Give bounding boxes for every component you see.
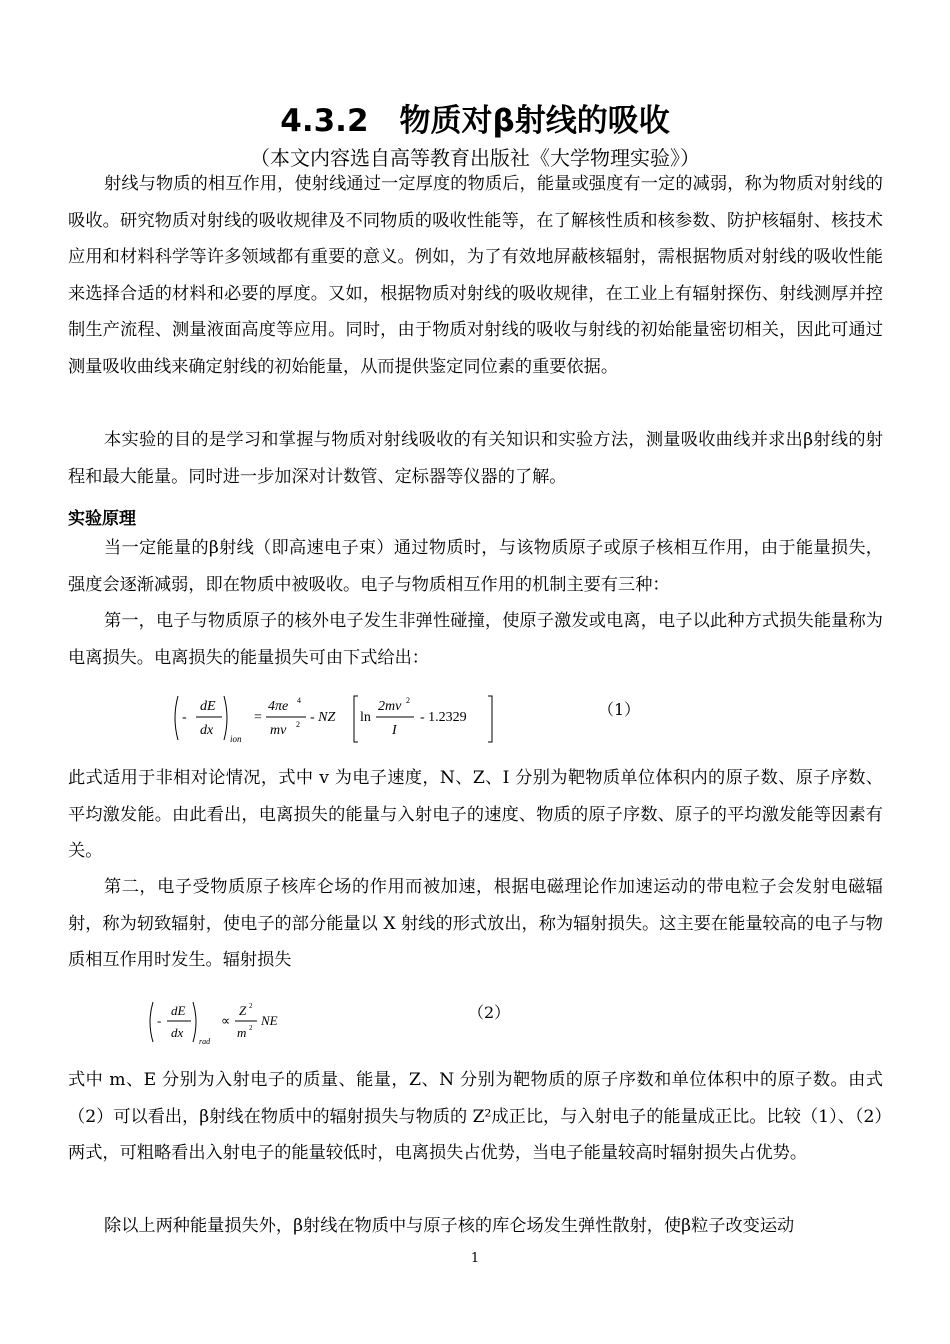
equation-1-formula [170,690,510,750]
eq1-left-bracket [354,696,358,742]
eq2-prop: ∝ [221,1013,231,1028]
eq1-den: dx [200,723,214,738]
eq2-frac-den: m [237,1025,247,1040]
page-title: 4.3.2 物质对β射线的吸收 [280,103,670,139]
equation-2-formula [145,998,345,1050]
eq1-equals: = [254,710,262,725]
paragraph-purpose: 本实验的目的是学习和掌握与物质对射线吸收的有关知识和实验方法，测量吸收曲线并求出β射线的射程和最大能量。同时进一步加深对计数管、定标器等仪器的了解。 [68,430,883,487]
eq1-log-num: 2mv [378,699,402,714]
paragraph-ionization-explanation: 此式适用于非相对论情况，式中 v 为电子速度，N、Z、I 分别为靶物质单位体积内的原子数、原子序数、平均激发能。由此看出，电离损失的能量与入射电子的速度、物质的原子序数、原子的平均激发能等因素有关。 [68,768,883,861]
eq1-left-paren [175,696,178,740]
eq1-ln: ln [360,710,371,725]
eq1-log-num-sup: 2 [406,696,410,705]
eq2-den: dx [171,1025,184,1040]
paragraph-radiation-explanation: 式中 m、E 分别为入射电子的质量、能量，Z、N 分别为靶物质的原子序数和单位体积中的原子数。由式（2）可以看出，β射线在物质中的辐射损失与物质的 Z²成正比，与入射电子的能量成正比。比较（1）、（2）两式，可粗略看出入射电子的能量较低时，电离损失占优势，当电子能量较高时辐射损失占优势。 [68,1070,883,1163]
eq1-tail: - 1.2329 [420,710,467,725]
eq1-right-paren [224,696,227,740]
eq2-num: dE [171,1003,186,1018]
eq1-num: dE [200,699,216,714]
page-number: 1 [470,1251,480,1266]
paragraph-principle: 当一定能量的β射线（即高速电子束）通过物质时，与该物质原子或原子核相互作用，由于能量损失，强度会逐渐减弱，即在物质中被吸收。电子与物质相互作用的机制主要有三种： [68,538,883,595]
page-subtitle: （本文内容选自高等教育出版社《大学物理实验》） [250,146,700,170]
eq2-tail: NE [261,1013,278,1028]
equation-1-number: （1） [598,700,641,719]
paragraph-intro: 射线与物质的相互作用，使射线通过一定厚度的物质后，能量或强度有一定的减弱，称为物质对射线的吸收。研究物质对射线的吸收规律及不同物质的吸收性能等，在了解核性质和核参数、防护核辐射、核技术应用和材料科学等许多领域都有重要的意义。例如，为了有效地屏蔽核辐射，需根据物质对射线的吸收性能来选择合适的材料和必要的厚度。又如，根据物质对射线的吸收规律，在工业上有辐射探伤、射线测厚并控制生产流程、测量液面高度等应用。同时，由于物质对射线的吸收与射线的初始能量密切相关，因此可通过测量吸收曲线来确定射线的初始能量，从而提供鉴定同位素的重要依据。 [68,174,883,377]
paragraph-scattering: 除以上两种能量损失外，β射线在物质中与原子核的库仑场发生弹性散射，使β粒子改变运动 [104,1216,795,1236]
eq1-coef-den: mv [270,723,287,738]
eq1-sub: ion [230,734,242,744]
eq2-right-paren [193,1002,196,1042]
eq1-right-bracket [488,696,492,742]
eq2-frac-num: Z [239,1003,247,1018]
equation-2-number: （2） [468,1003,511,1022]
eq2-minus: - [157,1013,162,1028]
eq1-coef-den-sup: 2 [296,720,300,729]
section-heading: 实验原理 [68,509,136,529]
eq2-frac-den-sup: 2 [249,1024,253,1032]
eq1-log-den: I [392,723,397,738]
eq1-coef-num: 4πe [268,699,289,714]
eq1-coef-num-sup: 4 [297,696,301,705]
eq1-mid: - NZ [310,710,336,725]
paragraph-ionization: 第一，电子与物质原子的核外电子发生非弹性碰撞，使原子激发或电离，电子以此种方式损失能量称为电离损失。电离损失的能量损失可由下式给出： [68,611,883,668]
eq2-frac-num-sup: 2 [249,1002,253,1010]
eq2-left-paren [150,1002,153,1042]
eq1-minus: - [182,710,187,725]
eq2-sub: rad [199,1037,211,1046]
paragraph-radiation: 第二，电子受物质原子核库仑场的作用而被加速，根据电磁理论作加速运动的带电粒子会发射电磁辐射，称为轫致辐射，使电子的部分能量以 X 射线的形式放出，称为辐射损失。这主要在能量较高的电子与物质相互作用时发生。辐射损失 [68,877,883,970]
